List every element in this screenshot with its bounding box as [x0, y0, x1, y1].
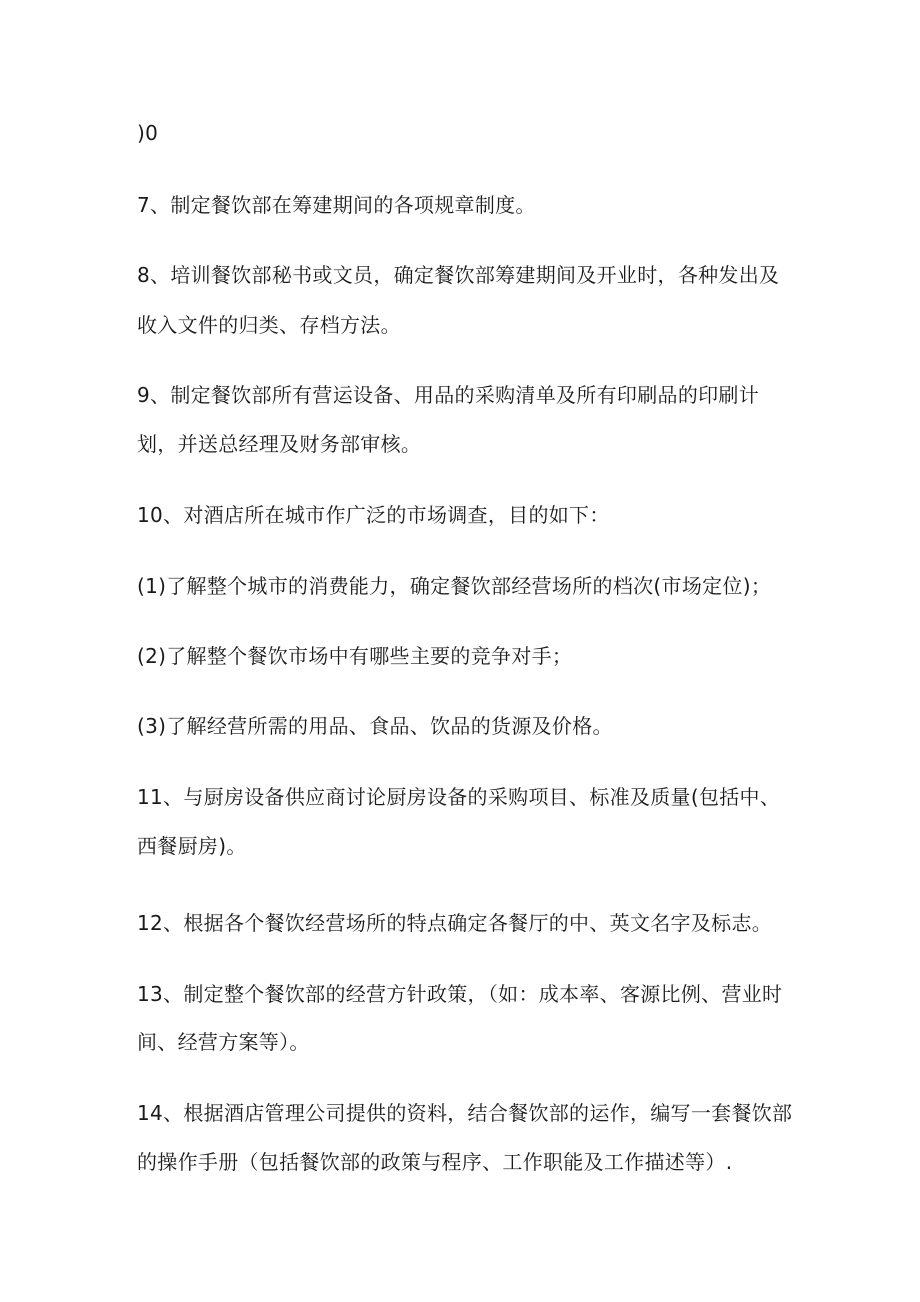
text-line-item-8-cont: 收入文件的归类、存档方法。 — [137, 313, 401, 337]
text-line-item-14: 14、根据酒店管理公司提供的资料，结合餐饮部的运作，编写一套餐饮部 — [137, 1101, 793, 1125]
text-line-item-11: 11、与厨房设备供应商讨论厨房设备的采购项目、标准及质量(包括中、 — [137, 785, 781, 809]
text-line-item-10: 10、对酒店所在城市作广泛的市场调查，目的如下： — [137, 503, 610, 527]
text-line-item-7: 7、制定餐饮部在筹建期间的各项规章制度。 — [137, 193, 536, 217]
text-line-item-9-cont: 划，并送总经理及财务部审核。 — [137, 432, 422, 456]
text-line-item-14-cont: 的操作手册（包括餐饮部的政策与程序、工作职能及工作描述等）. — [137, 1150, 733, 1174]
text-line-item-12: 12、根据各个餐饮经营场所的特点确定各餐厅的中、英文名字及标志。 — [137, 911, 773, 935]
text-line-item-9: 9、制定餐饮部所有营运设备、用品的采购清单及所有印刷品的印刷计 — [137, 383, 760, 407]
text-line-sub-1: (1)了解整个城市的消费能力，确定餐饮部经营场所的档次(市场定位)； — [137, 574, 772, 598]
text-line-item-11-cont: 西餐厨房)。 — [137, 834, 247, 858]
text-line-sub-2: (2)了解整个餐饮市场中有哪些主要的竞争对手； — [137, 644, 573, 668]
text-line-sub-3: (3)了解经营所需的用品、食品、饮品的货源及价格。 — [137, 714, 613, 738]
text-line-item-13-cont: 间、经营方案等）。 — [137, 1030, 310, 1054]
text-line-item-8: 8、培训餐饮部秘书或文员，确定餐饮部筹建期间及开业时，各种发出及 — [137, 263, 780, 287]
text-line-item-13: 13、制定整个餐饮部的经营方针政策，（如：成本率、客源比例、营业时 — [137, 982, 783, 1006]
text-line-fragment: )0 — [137, 121, 159, 145]
